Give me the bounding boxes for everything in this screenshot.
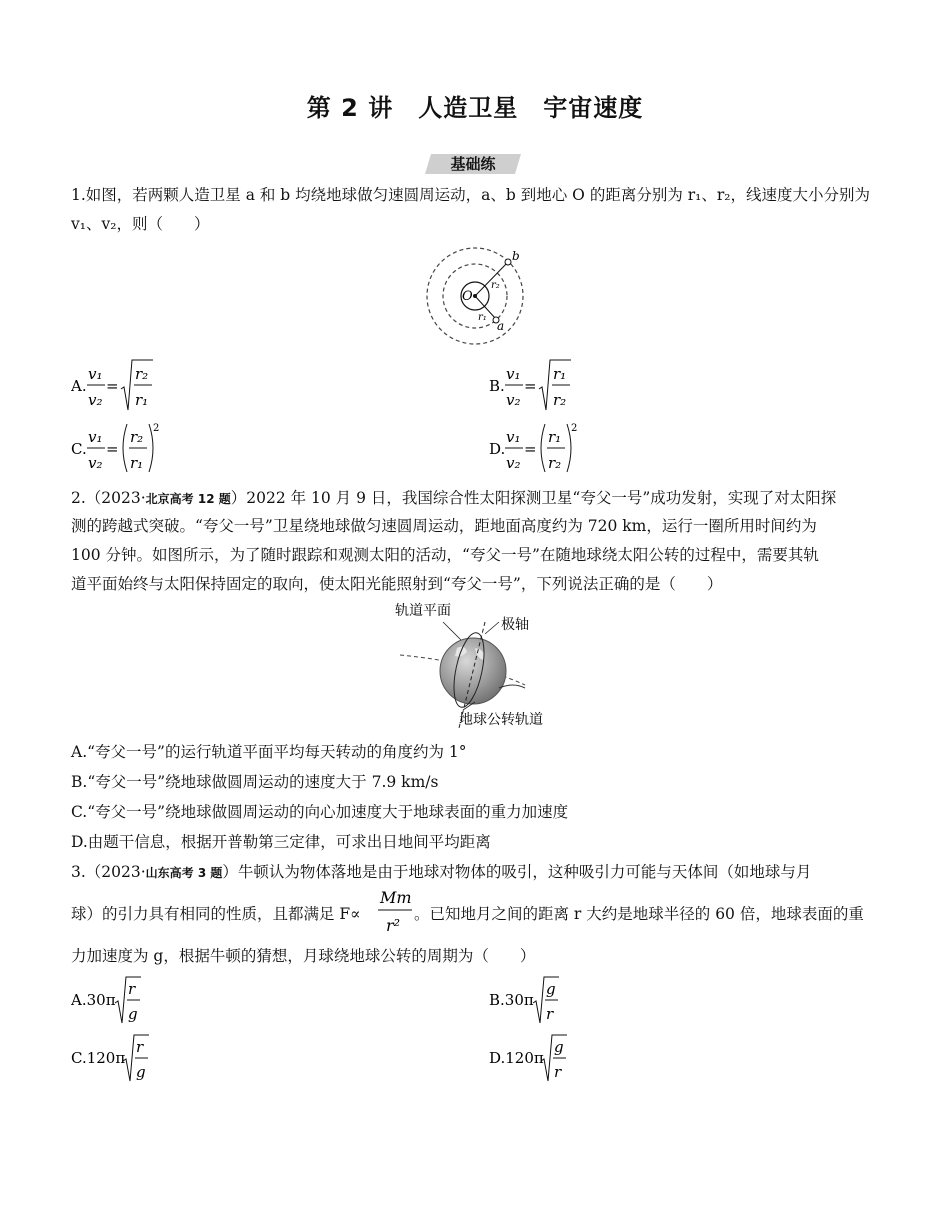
q2-option-b[interactable]: B.“夸父一号”绕地球做圆周运动的速度大于 7.9 km/s [71, 773, 439, 791]
svg-text:r: r [554, 1063, 562, 1081]
svg-text:=: = [524, 440, 537, 458]
q3-line3: 力加速度为 g，根据牛顿的猜想，月球绕地球公转的周期为（ ） [71, 947, 536, 965]
q1-option-b[interactable] [489, 358, 639, 418]
q1-option-d[interactable] [489, 421, 639, 481]
svg-text:=: = [106, 377, 119, 395]
q2-line3: 100 分钟。如图所示，为了随时跟踪和观测太阳的活动，“夸父一号”在随地球绕太阳公转的过程中，需要其轨 [71, 546, 819, 564]
q1-line1: 1.如图，若两颗人造卫星 a 和 b 均绕地球做匀速圆周运动，a、b 到地心 O 的距离分别为 r₁、r₂，线速度大小分别为 [71, 186, 870, 204]
q2-line4: 道平面始终与太阳保持固定的取向，使太阳光能照射到“夸父一号”，下列说法正确的是（ ） [71, 575, 723, 593]
svg-text:r: r [128, 980, 136, 998]
svg-text:A.: A. [71, 377, 87, 395]
svg-text:v₂: v₂ [88, 391, 103, 409]
svg-text:r₁: r₁ [548, 428, 562, 446]
svg-text:D.: D. [489, 440, 506, 458]
svg-text:2: 2 [153, 423, 160, 434]
svg-text:r₁: r₁ [553, 365, 567, 383]
q3-line1: 3.（2023·山东高考 3 题）牛顿认为物体落地是由于地球对物体的吸引，这种吸引力可能与天体间（如地球与月 [71, 863, 812, 881]
label-orbit-plane: 轨道平面 [395, 603, 451, 619]
q1-orbit-figure [420, 244, 530, 354]
q2-option-c[interactable]: C.“夸父一号”绕地球做圆周运动的向心加速度大于地球表面的重力加速度 [71, 803, 569, 821]
svg-text:g: g [546, 980, 556, 998]
svg-text:=: = [524, 377, 537, 395]
page-title: 第 2 讲 人造卫星 宇宙速度 [306, 94, 644, 122]
q3-option-d[interactable] [489, 1033, 639, 1089]
svg-text:r₂: r₂ [548, 454, 562, 472]
q1-line2: v₁、v₂，则（ ） [71, 215, 210, 233]
svg-text:r: r [546, 1005, 554, 1023]
q1-option-d-formula [489, 421, 639, 477]
q3-option-b[interactable] [489, 975, 639, 1031]
q3-option-d-formula [489, 1033, 639, 1085]
q1-option-a[interactable] [71, 358, 221, 418]
svg-text:v₁: v₁ [506, 365, 521, 383]
svg-text:r: r [136, 1038, 144, 1056]
label-O: O [462, 289, 473, 304]
svg-text:v₁: v₁ [88, 365, 103, 383]
q3-option-c[interactable] [71, 1033, 221, 1089]
satellite-b [505, 259, 511, 265]
svg-text:B.30π: B.30π [489, 991, 534, 1009]
svg-text:v₂: v₂ [88, 454, 103, 472]
svg-text:=: = [106, 440, 119, 458]
q2-option-d[interactable]: D.由题干信息，根据开普勒第三定律，可求出日地间平均距离 [71, 833, 491, 851]
q3-line2-post: 。已知地月之间的距离 r 大约是地球半径的 60 倍，地球表面的重 [414, 905, 864, 923]
svg-text:r₁: r₁ [135, 391, 149, 409]
svg-text:r₁: r₁ [130, 454, 144, 472]
q3-option-a-formula [71, 975, 221, 1027]
section-tag [425, 153, 521, 175]
svg-text:C.120π: C.120π [71, 1049, 126, 1067]
svg-text:C.: C. [71, 440, 87, 458]
label-polar-axis: 极轴 [501, 617, 529, 633]
q3-option-c-formula [71, 1033, 221, 1085]
svg-text:g: g [136, 1063, 146, 1081]
q2-line1: 2.（2023·北京高考 12 题）2022 年 10 月 9 日，我国综合性太阳探测卫星“夸父一号”成功发射，实现了对太阳探 [71, 489, 837, 507]
q1-option-c-formula [71, 421, 221, 477]
q2-line2: 测的跨越式突破。“夸父一号”卫星绕地球做匀速圆周运动，距地面高度约为 720 km，运行一圈所用时间约为 [71, 517, 817, 535]
svg-text:2: 2 [571, 423, 578, 434]
q2-option-a[interactable]: A.“夸父一号”的运行轨道平面平均每天转动的角度约为 1° [71, 743, 467, 761]
svg-text:v₂: v₂ [506, 454, 521, 472]
svg-text:v₁: v₁ [506, 428, 521, 446]
svg-text:v₂: v₂ [506, 391, 521, 409]
label-a: a [497, 319, 505, 333]
fraction-numerator: Mm [380, 888, 412, 907]
q1-option-b-formula [489, 358, 639, 414]
label-earth-orbit: 地球公转轨道 [459, 712, 543, 728]
svg-text:D.120π: D.120π [489, 1049, 544, 1067]
fraction-denominator: r² [386, 916, 401, 935]
svg-text:v₁: v₁ [88, 428, 103, 446]
q3-option-a[interactable] [71, 975, 221, 1031]
label-r1: r₁ [478, 312, 487, 323]
q1-option-c[interactable] [71, 421, 221, 481]
label-r2: r₂ [491, 280, 500, 291]
svg-text:r₂: r₂ [130, 428, 144, 446]
svg-text:r₂: r₂ [553, 391, 567, 409]
section-tag-label: 基础练 [450, 155, 496, 173]
q3-option-b-formula [489, 975, 639, 1027]
svg-text:g: g [128, 1005, 138, 1023]
q1-option-a-formula [71, 358, 221, 414]
q2-source: 北京高考 12 题 [145, 492, 231, 506]
q3-source: 山东高考 3 题 [145, 866, 223, 880]
svg-text:g: g [554, 1038, 564, 1056]
svg-text:B.: B. [489, 377, 505, 395]
q2-earth-figure [395, 600, 560, 732]
svg-text:r₂: r₂ [135, 365, 149, 383]
svg-text:A.30π: A.30π [71, 991, 116, 1009]
label-b: b [512, 249, 520, 263]
q3-line2-pre: 球）的引力具有相同的性质，且都满足 F∝ [71, 905, 361, 923]
q3-force-fraction [376, 884, 416, 938]
